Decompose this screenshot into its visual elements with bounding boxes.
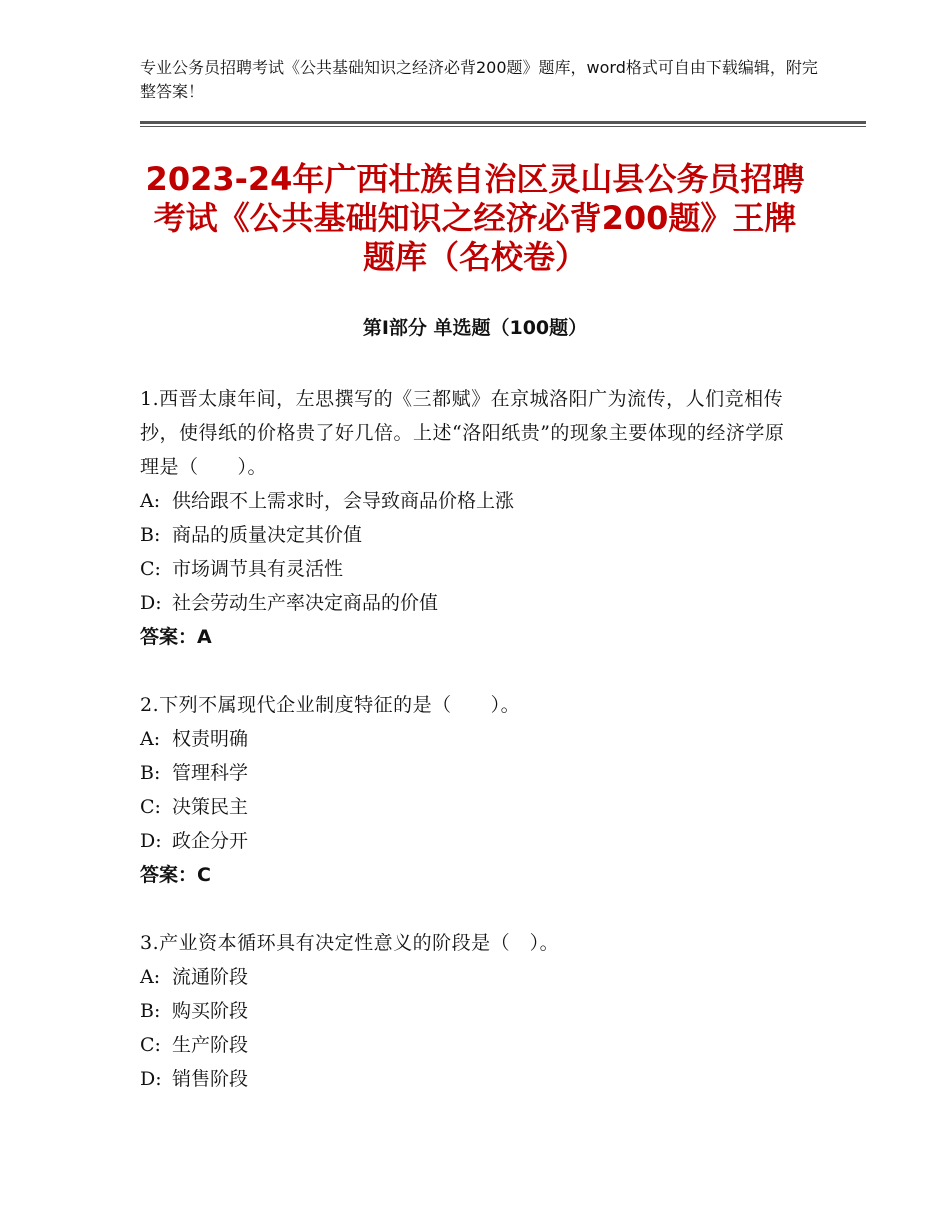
question-2 xyxy=(140,688,800,892)
option-text: 流通阶段 xyxy=(172,966,249,988)
answer-line: 答案：C xyxy=(140,864,211,886)
option-letter: D: xyxy=(140,592,162,614)
option-text: 商品的质量决定其价值 xyxy=(172,524,363,546)
option-c xyxy=(140,552,800,586)
option-letter: A: xyxy=(140,490,161,512)
question-stem: 3.产业资本循环具有决定性意义的阶段是（ ）。 xyxy=(140,932,560,954)
question-1 xyxy=(140,382,800,654)
option-letter: B: xyxy=(140,1000,161,1022)
option-letter: A: xyxy=(140,966,161,988)
option-b xyxy=(140,994,800,1028)
option-letter: B: xyxy=(140,524,161,546)
option-b xyxy=(140,518,800,552)
option-letter: B: xyxy=(140,762,161,784)
option-letter: A: xyxy=(140,728,161,750)
option-text: 生产阶段 xyxy=(172,1034,249,1056)
option-text: 管理科学 xyxy=(172,762,249,784)
option-b xyxy=(140,756,800,790)
option-letter: D: xyxy=(140,830,162,852)
option-d xyxy=(140,586,800,620)
option-letter: D: xyxy=(140,1068,162,1090)
question-stem: 1.西晋太康年间，左思撰写的《三都赋》在京城洛阳广为流传，人们竞相传抄，使得纸的价格贵了好几倍。上述“洛阳纸贵”的现象主要体现的经济学原理是（ ）。 xyxy=(140,388,785,478)
answer-line: 答案：A xyxy=(140,626,212,648)
option-a xyxy=(140,484,800,518)
option-letter: C: xyxy=(140,1034,161,1056)
option-text: 社会劳动生产率决定商品的价值 xyxy=(172,592,439,614)
option-letter: C: xyxy=(140,558,161,580)
section-heading: 第Ⅰ部分 单选题（100题） xyxy=(362,317,588,339)
option-text: 权责明确 xyxy=(172,728,249,750)
option-d xyxy=(140,1062,800,1096)
option-letter: C: xyxy=(140,796,161,818)
header-note: 专业公务员招聘考试《公共基础知识之经济必背200题》题库，word格式可自由下载编辑，附完整答案！ xyxy=(140,58,818,101)
question-3 xyxy=(140,926,800,1096)
header-divider-thin xyxy=(140,126,866,127)
option-c xyxy=(140,1028,800,1062)
option-text: 销售阶段 xyxy=(172,1068,249,1090)
option-a xyxy=(140,960,800,994)
question-stem: 2.下列不属现代企业制度特征的是（ ）。 xyxy=(140,694,521,716)
option-text: 市场调节具有灵活性 xyxy=(172,558,344,580)
option-text: 供给跟不上需求时，会导致商品价格上涨 xyxy=(172,490,515,512)
header-divider-thick xyxy=(140,121,866,124)
option-text: 政企分开 xyxy=(172,830,249,852)
option-c xyxy=(140,790,800,824)
option-text: 决策民主 xyxy=(172,796,249,818)
option-text: 购买阶段 xyxy=(172,1000,249,1022)
option-a xyxy=(140,722,800,756)
question-list xyxy=(140,382,800,1130)
option-d xyxy=(140,824,800,858)
document-title: 2023-24年广西壮族自治区灵山县公务员招聘考试《公共基础知识之经济必背200题》王牌题库（名校卷） xyxy=(145,160,805,276)
